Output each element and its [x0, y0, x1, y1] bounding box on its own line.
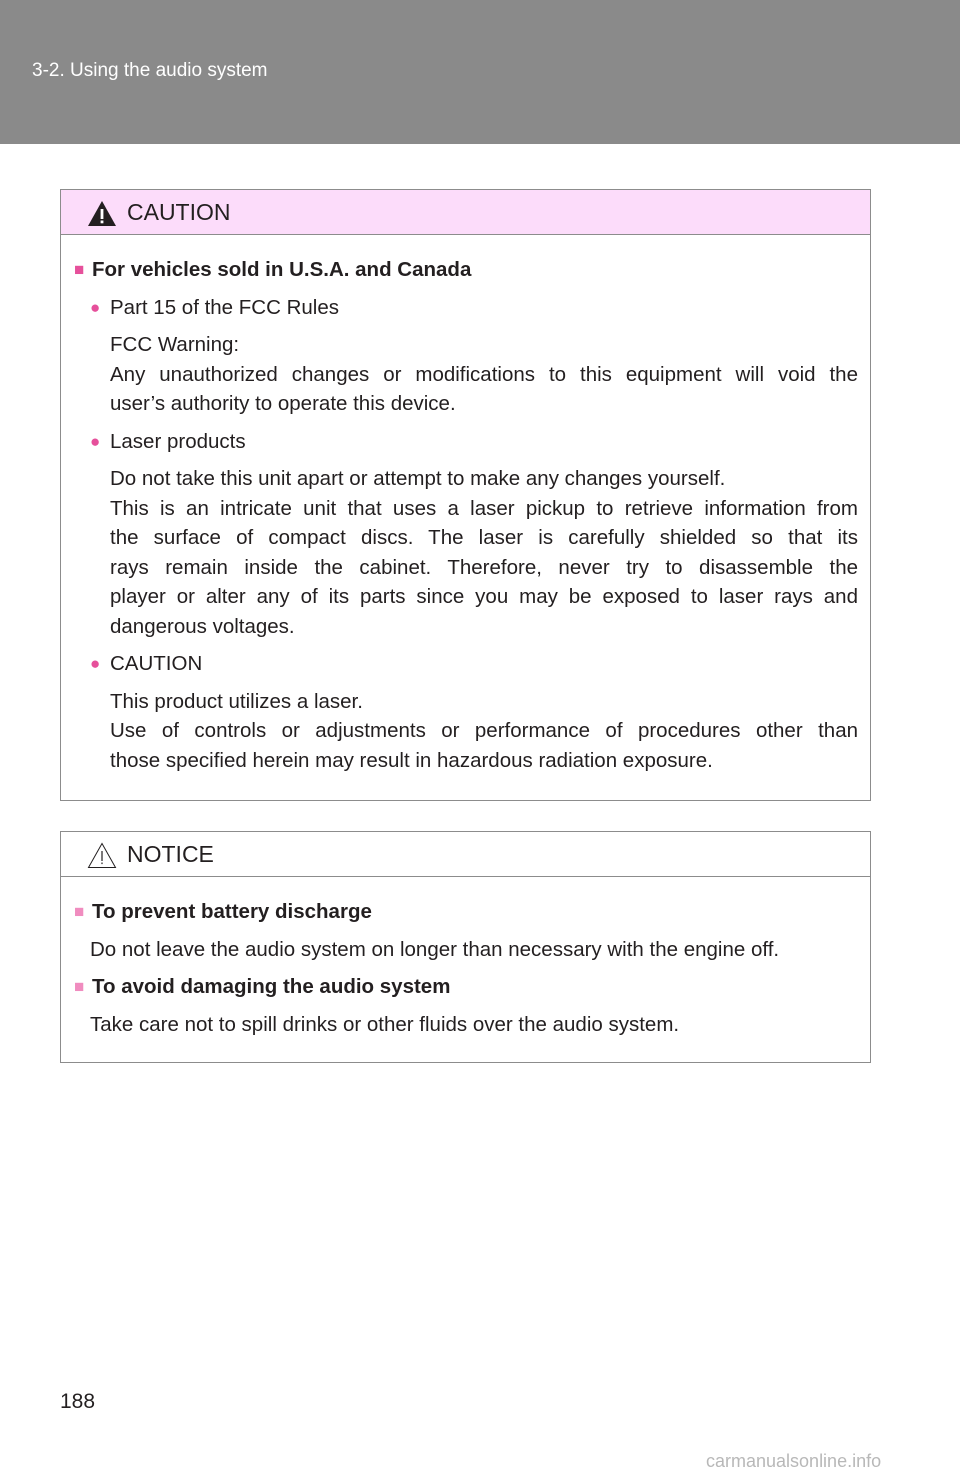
caution-body — [61, 235, 870, 775]
list-item-label: Laser products — [110, 429, 246, 453]
notice-body — [61, 877, 870, 1039]
list-item-label: Part 15 of the FCC Rules — [110, 295, 340, 319]
square-bullet-icon: ■ — [74, 260, 85, 279]
page-header — [0, 0, 960, 144]
list-item — [74, 649, 858, 679]
notice-section-text: Take care not to spill drinks or other fluids over the audio system. — [90, 1012, 680, 1036]
notice-section — [74, 972, 858, 1002]
caution-title: CAUTION — [127, 199, 231, 225]
list-item — [74, 293, 858, 323]
notice-box — [60, 831, 871, 1063]
list-item — [74, 427, 858, 457]
notice-header — [61, 832, 870, 877]
notice-section-title: To prevent battery discharge — [92, 900, 372, 923]
caution-section-title: For vehicles sold in U.S.A. and Canada — [92, 258, 472, 281]
caution-header — [61, 190, 870, 235]
list-item-label: CAUTION — [110, 652, 203, 675]
notice-section-text: Do not leave the audio system on longer than necessary with the engine off. — [90, 937, 780, 961]
square-bullet-icon: ■ — [74, 902, 85, 921]
circle-bullet-icon: ● — [90, 297, 101, 317]
list-item-text: This product utilizes a laser. Use of controls or adjustments or performance of procedures other than those specified herein may result in hazardous radiation exposure. — [110, 689, 858, 772]
section-title: 3-2. Using the audio system — [32, 60, 268, 81]
square-bullet-icon: ■ — [74, 977, 85, 996]
watermark: carmanualsonline.info — [706, 1451, 882, 1471]
caution-section — [74, 255, 858, 285]
warning-outline-icon — [87, 842, 117, 869]
list-item-text: FCC Warning: Any unauthorized changes or modifications to this equipment will void the user’s authority to operate this device. — [110, 333, 858, 415]
notice-title: NOTICE — [127, 841, 214, 867]
circle-bullet-icon: ● — [90, 431, 101, 451]
notice-section-title: To avoid damaging the audio system — [92, 975, 451, 998]
warning-filled-icon — [87, 200, 117, 227]
circle-bullet-icon: ● — [90, 654, 101, 673]
list-item-text: Do not take this unit apart or attempt to make any changes yourself. This is an intricate unit that uses a laser pickup to retrieve information from the surface of compact discs. The laser is carefully shielded so that its rays remain inside the cabinet. Therefore, never try to disassemble the player or alter any of its parts since you may be exposed to laser rays and dangerous voltages. — [110, 467, 858, 638]
caution-box — [60, 189, 871, 801]
page-number: 188 — [60, 1390, 96, 1413]
notice-section — [74, 897, 858, 927]
